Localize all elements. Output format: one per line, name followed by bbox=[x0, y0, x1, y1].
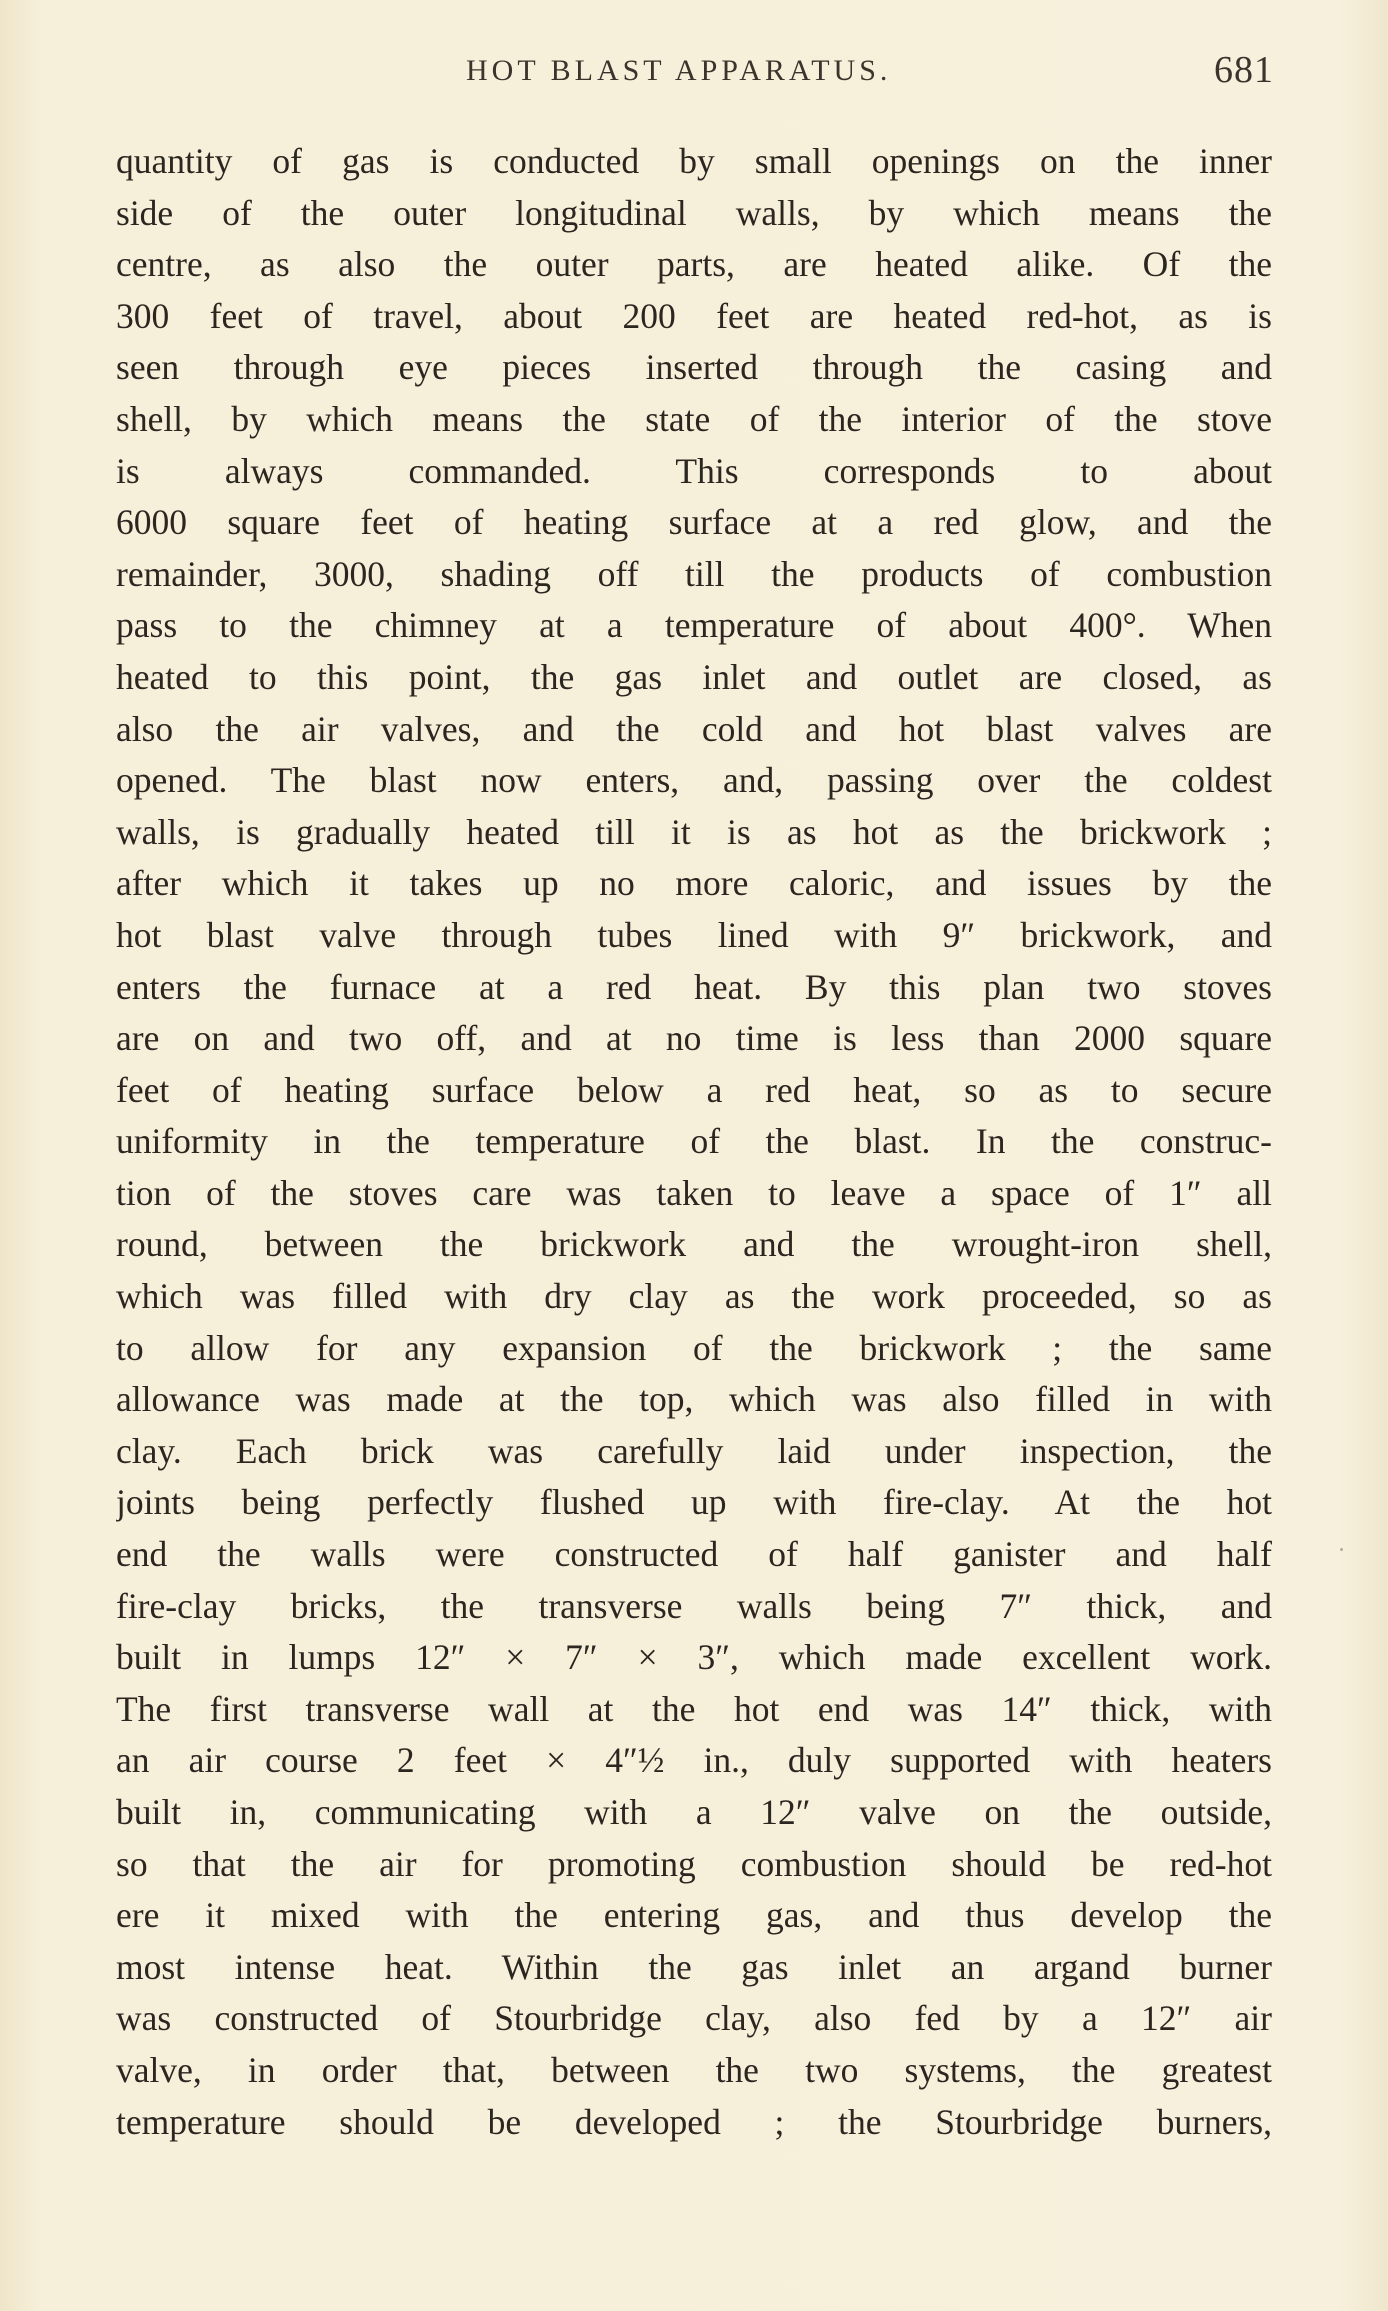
text-line: after which it takes up no more caloric, and issues by the bbox=[116, 863, 1272, 904]
text-line: 6000 square feet of heating surface at a red glow, and the bbox=[116, 502, 1272, 543]
text-line: clay. Each brick was carefully laid under inspection, the bbox=[116, 1430, 1272, 1471]
text-line: an air course 2 feet × 4″½ in., duly supported with heaters bbox=[116, 1740, 1272, 1781]
text-line: remainder, 3000, shading off till the products of combustion bbox=[116, 553, 1272, 594]
text-line: side of the outer longitudinal walls, by which means the bbox=[116, 192, 1272, 233]
body-text bbox=[116, 136, 1272, 2148]
text-line: pass to the chimney at a temperature of about 400°. When bbox=[116, 605, 1272, 646]
text-line: The first transverse wall at the hot end was 14″ thick, with bbox=[116, 1688, 1272, 1729]
text-line: was constructed of Stourbridge clay, also fed by a 12″ air bbox=[116, 1998, 1272, 2039]
running-head: HOT BLAST APPARATUS. bbox=[466, 54, 892, 87]
page-header bbox=[114, 48, 1274, 98]
text-line: most intense heat. Within the gas inlet an argand burner bbox=[116, 1946, 1272, 1987]
text-line: end the walls were constructed of half ganister and half bbox=[116, 1534, 1272, 1575]
text-line: so that the air for promoting combustion should be red-hot bbox=[116, 1843, 1272, 1884]
text-line: seen through eye pieces inserted through the casing and bbox=[116, 347, 1272, 388]
text-line: centre, as also the outer parts, are heated alike. Of the bbox=[116, 244, 1272, 285]
text-line: heated to this point, the gas inlet and outlet are closed, as bbox=[116, 656, 1272, 697]
text-line: built in, communicating with a 12″ valve on the outside, bbox=[116, 1792, 1272, 1832]
text-line: to allow for any expansion of the brickwork ; the same bbox=[116, 1327, 1272, 1368]
text-line: walls, is gradually heated till it is as hot as the brickwork ; bbox=[116, 811, 1272, 852]
text-line: fire-clay bricks, the transverse walls being 7″ thick, and bbox=[116, 1585, 1272, 1626]
text-line: also the air valves, and the cold and hot blast valves are bbox=[116, 708, 1272, 749]
text-line: temperature should be developed ; the Stourbridge burners, bbox=[116, 2101, 1272, 2142]
text-line: built in lumps 12″ × 7″ × 3″, which made excellent work. bbox=[116, 1637, 1272, 1678]
text-line: shell, by which means the state of the interior of the stove bbox=[116, 398, 1272, 439]
text-line: feet of heating surface below a red heat, so as to secure bbox=[116, 1069, 1272, 1110]
text-line: are on and two off, and at no time is less than 2000 square bbox=[116, 1018, 1272, 1059]
paper-speck bbox=[1340, 1548, 1343, 1551]
text-line: enters the furnace at a red heat. By this plan two stoves bbox=[116, 966, 1272, 1007]
page-number: 681 bbox=[1214, 49, 1274, 91]
text-line: allowance was made at the top, which was also filled in with bbox=[116, 1379, 1272, 1420]
text-line: uniformity in the temperature of the blast. In the construc- bbox=[116, 1121, 1272, 1162]
text-line: round, between the brickwork and the wrought-iron shell, bbox=[116, 1224, 1272, 1265]
text-line: valve, in order that, between the two systems, the greatest bbox=[116, 2049, 1272, 2090]
text-line: joints being perfectly flushed up with fire-clay. At the hot bbox=[116, 1482, 1272, 1523]
text-line: quantity of gas is conducted by small openings on the inner bbox=[116, 141, 1272, 181]
text-line: 300 feet of travel, about 200 feet are heated red-hot, as is bbox=[116, 295, 1272, 336]
text-line: hot blast valve through tubes lined with 9″ brickwork, and bbox=[116, 914, 1272, 955]
text-line: which was filled with dry clay as the work proceeded, so as bbox=[116, 1276, 1272, 1317]
text-line: ere it mixed with the entering gas, and thus develop the bbox=[116, 1895, 1272, 1936]
text-line: is always commanded. This corresponds to about bbox=[116, 450, 1272, 491]
text-line: tion of the stoves care was taken to leave a space of 1″ all bbox=[116, 1172, 1272, 1213]
text-line: opened. The blast now enters, and, passing over the coldest bbox=[116, 760, 1272, 801]
